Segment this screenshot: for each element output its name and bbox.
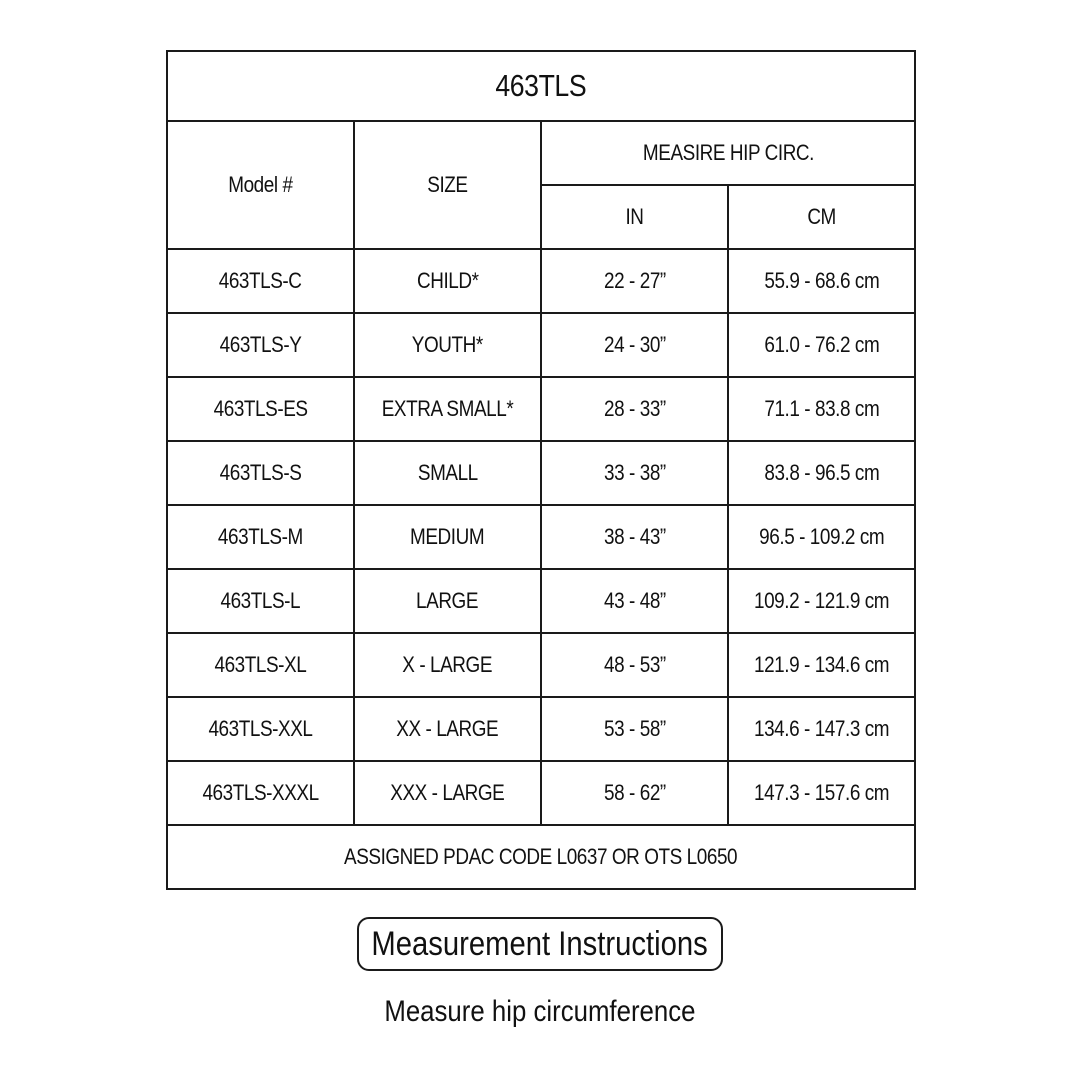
in-text: 53 - 58” [603,716,666,741]
in-text: 48 - 53” [603,652,666,677]
cell-size [354,761,541,825]
header-measure [541,121,915,185]
header-in-label: IN [625,204,644,229]
cm-text: 134.6 - 147.3 cm [753,716,890,741]
size-text: YOUTH* [411,332,484,357]
cell-size [354,697,541,761]
measurement-instructions-title: Measurement Instructions [371,924,709,963]
size-text: MEDIUM [410,524,485,549]
in-text: 58 - 62” [603,780,666,805]
size-text: XXX - LARGE [390,780,505,805]
cell-model [167,697,354,761]
header-model-label: Model # [228,172,293,197]
in-text: 38 - 43” [603,524,666,549]
cell-cm [728,441,915,505]
cell-model [167,505,354,569]
cell-size [354,569,541,633]
cell-in [541,697,728,761]
chart-title [167,51,915,121]
table-row [167,569,915,633]
model-text: 463TLS-L [220,588,301,613]
cell-model [167,761,354,825]
cell-model [167,249,354,313]
pdac-code-footer [167,825,915,889]
model-text: 463TLS-Y [219,332,302,357]
cm-text: 147.3 - 157.6 cm [753,780,890,805]
cell-size [354,441,541,505]
model-text: 463TLS-XL [214,652,307,677]
cell-in [541,249,728,313]
pdac-code-text: ASSIGNED PDAC CODE L0637 OR OTS L0650 [344,844,738,869]
cell-model [167,313,354,377]
measurement-instructions-text [0,995,1080,1029]
model-text: 463TLS-XXL [208,716,313,741]
header-model [167,121,354,249]
cell-cm [728,569,915,633]
model-text: 463TLS-XXXL [202,780,319,805]
in-text: 24 - 30” [603,332,666,357]
cell-cm [728,633,915,697]
model-text: 463TLS-S [219,460,302,485]
size-text: CHILD* [416,268,479,293]
model-text: 463TLS-M [218,524,303,549]
cell-in [541,633,728,697]
cell-size [354,377,541,441]
cm-text: 96.5 - 109.2 cm [758,524,885,549]
model-text: 463TLS-C [219,268,302,293]
cell-in [541,377,728,441]
size-text: SMALL [417,460,478,485]
header-size [354,121,541,249]
cell-model [167,441,354,505]
measurement-instructions-note: Measure hip circumference [384,995,696,1028]
header-cm [728,185,915,249]
cell-size [354,505,541,569]
cm-text: 61.0 - 76.2 cm [764,332,879,357]
cell-cm [728,313,915,377]
cell-cm [728,505,915,569]
cm-text: 55.9 - 68.6 cm [764,268,879,293]
size-text: X - LARGE [402,652,493,677]
in-text: 28 - 33” [603,396,666,421]
header-measure-label: MEASIRE HIP CIRC. [642,140,814,165]
cell-cm [728,761,915,825]
size-text: XX - LARGE [396,716,499,741]
table-row [167,249,915,313]
cell-model [167,569,354,633]
cell-in [541,505,728,569]
cell-cm [728,249,915,313]
in-text: 43 - 48” [603,588,666,613]
model-text: 463TLS-ES [213,396,308,421]
size-text: LARGE [416,588,479,613]
size-chart-table [166,50,916,890]
size-text: EXTRA SMALL* [381,396,514,421]
cell-cm [728,377,915,441]
cell-in [541,441,728,505]
chart-title-text: 463TLS [495,68,587,103]
in-text: 33 - 38” [603,460,666,485]
cm-text: 109.2 - 121.9 cm [753,588,890,613]
table-row [167,633,915,697]
table-row [167,505,915,569]
table-row [167,697,915,761]
measurement-instructions-box [357,917,723,971]
cell-cm [728,697,915,761]
table-row [167,313,915,377]
cell-size [354,249,541,313]
cell-size [354,633,541,697]
cell-model [167,377,354,441]
cell-model [167,633,354,697]
in-text: 22 - 27” [603,268,666,293]
cm-text: 71.1 - 83.8 cm [764,396,879,421]
cell-in [541,569,728,633]
cm-text: 83.8 - 96.5 cm [764,460,879,485]
header-cm-label: CM [807,204,836,229]
header-in [541,185,728,249]
table-row [167,761,915,825]
cell-in [541,761,728,825]
cell-size [354,313,541,377]
table-row [167,441,915,505]
cell-in [541,313,728,377]
header-size-label: SIZE [427,172,468,197]
table-row [167,377,915,441]
cm-text: 121.9 - 134.6 cm [753,652,890,677]
